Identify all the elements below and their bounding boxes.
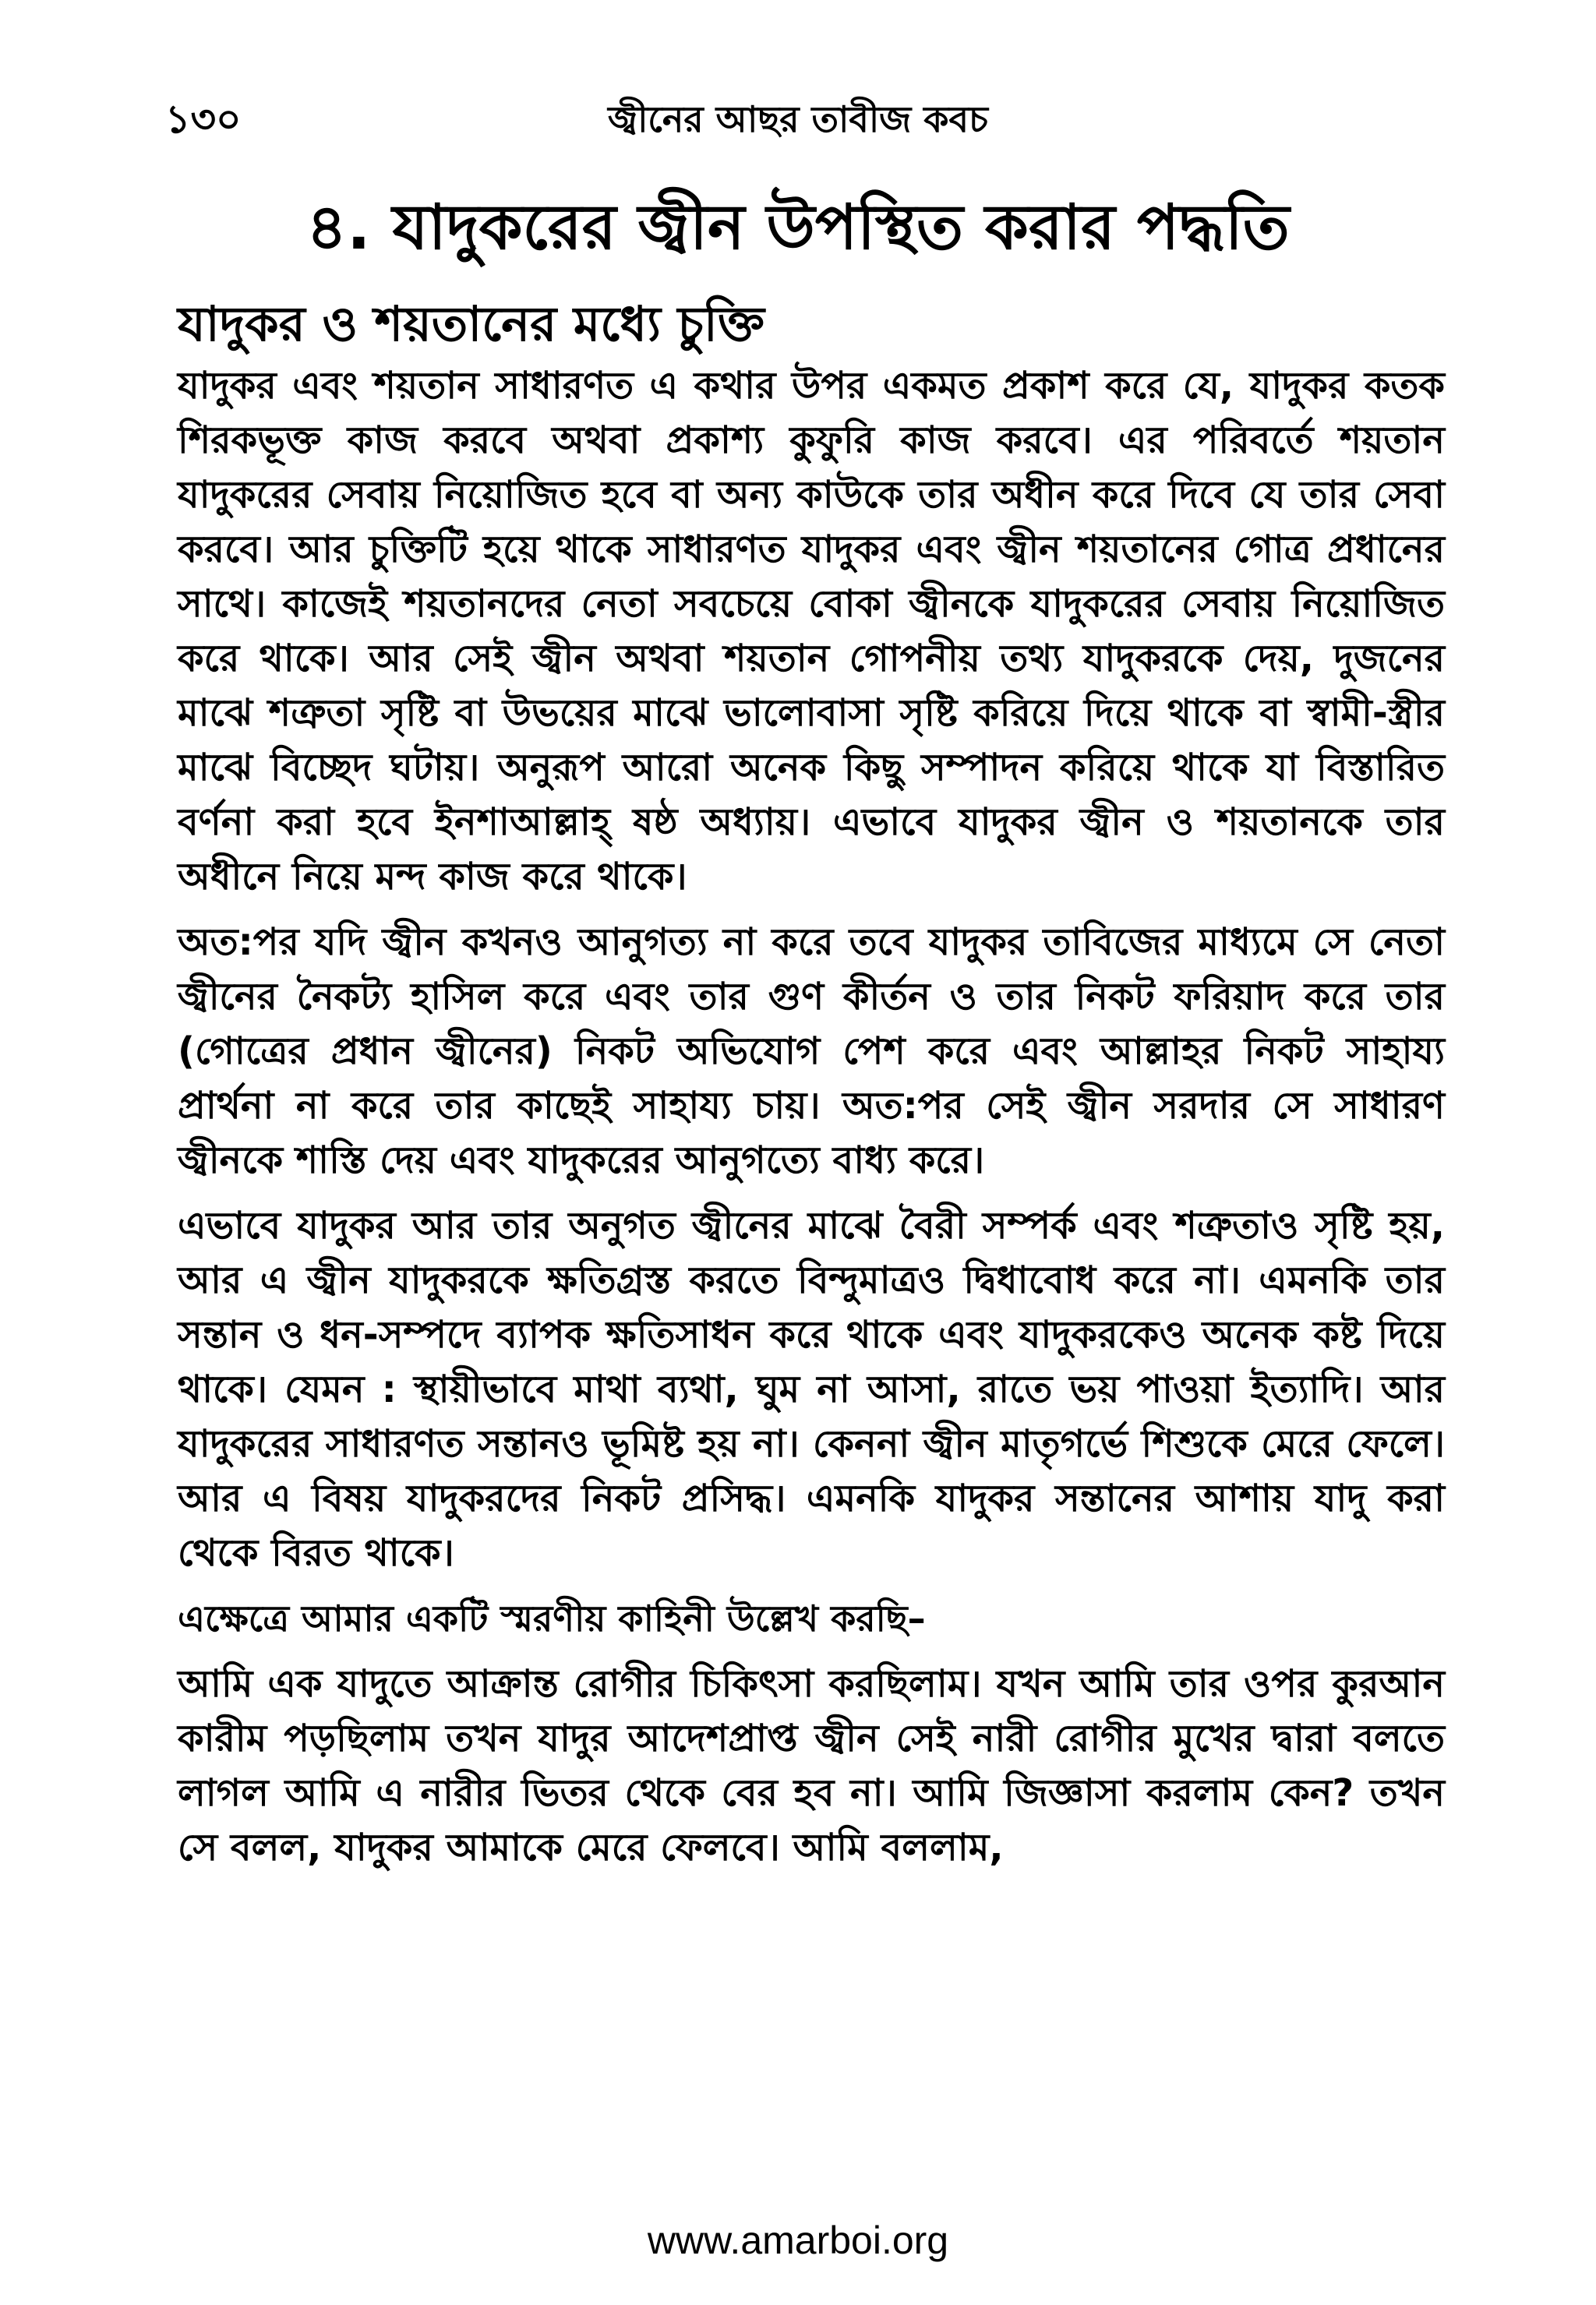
paragraph: যাদুকর এবং শয়তান সাধারণত এ কথার উপর একমত প্রকাশ করে যে, যাদুকর কতক শিরকভূক্ত কাজ করবে অথবা প্রকাশ্য কুফুরি কাজ করবে। এর পরিবর্তে শয়তান যাদুকরের সেবায় নিয়োজিত হবে বা অন্য কাউকে তার অধীন করে দিবে যে তার সেবা করবে। আর চুক্তিটি হয়ে থাকে সাধারণত যাদুকর এবং জ্বীন শয়তানের গোত্র প্রধানের সাথে। কাজেই শয়তানদের নেতা সবচেয়ে বোকা জ্বীনকে যাদুকরের সেবায় নিয়োজিত করে থাকে। আর সেই জ্বীন অথবা শয়তান গোপনীয় তথ্য যাদুকরকে দেয়, দুজনের মাঝে শত্রুতা সৃষ্টি বা উভয়ের মাঝে ভালোবাসা সৃষ্টি করিয়ে দিয়ে থাকে বা স্বামী-স্ত্রীর মাঝে বিচ্ছেদ ঘটায়। অনুরূপ আরো অনেক কিছু সম্পাদন করিয়ে থাকে যা বিস্তারিত বর্ণনা করা হবে ইনশাআল্লাহ্ ষষ্ঠ অধ্যায়। এভাবে যাদুকর জ্বীন ও শয়তানকে তার অধীনে নিয়ে মন্দ কাজ করে থাকে। [178, 364, 1445, 898]
section-heading: যাদুকর ও শয়তানের মধ্যে চুক্তি [178, 295, 764, 352]
page-number: ১৩০ [165, 97, 242, 142]
paragraph: অত:পর যদি জ্বীন কখনও আনুগত্য না করে তবে যাদুকর তাবিজের মাধ্যমে সে নেতা জ্বীনের নৈকট্য হাসিল করে এবং তার গুণ কীর্তন ও তার নিকট ফরিয়াদ করে তার (গোত্রের প্রধান জ্বীনের) নিকট অভিযোগ পেশ করে এবং আল্লাহর নিকট সাহায্য প্রার্থনা না করে তার কাছেই সাহায্য চায়। অত:পর সেই জ্বীন সরদার সে সাধারণ জ্বীনকে শাস্তি দেয় এবং যাদুকরের আনুগত্যে বাধ্য করে। [178, 920, 1445, 1182]
body-text [178, 358, 1445, 1886]
paragraph: এভাবে যাদুকর আর তার অনুগত জ্বীনের মাঝে বৈরী সম্পর্ক এবং শত্রুতাও সৃষ্টি হয়, আর এ জ্বীন যাদুকরকে ক্ষতিগ্রস্ত করতে বিন্দুমাত্রও দ্বিধাবোধ করে না। এমনকি তার সন্তান ও ধন-সম্পদে ব্যাপক ক্ষতিসাধন করে থাকে এবং যাদুকরকেও অনেক কষ্ট দিয়ে থাকে। যেমন : স্থায়ীভাবে মাথা ব্যথা, ঘুম না আসা, রাতে ভয় পাওয়া ইত্যাদি। আর যাদুকরের সাধারণত সন্তানও ভূমিষ্ট হয় না। কেননা জ্বীন মাতৃগর্ভে শিশুকে মেরে ফেলে। আর এ বিষয় যাদুকরদের নিকট প্রসিদ্ধ। এমনকি যাদুকর সন্তানের আশায় যাদু করা থেকে বিরত থাকে। [178, 1204, 1445, 1575]
chapter-title: ৪. যাদুকরের জ্বীন উপস্থিত করার পদ্ধতি [306, 191, 1290, 263]
paragraph: আমি এক যাদুতে আক্রান্ত রোগীর চিকিৎসা করছিলাম। যখন আমি তার ওপর কুরআন কারীম পড়ছিলাম তখন যাদুর আদেশপ্রাপ্ত জ্বীন সেই নারী রোগীর মুখের দ্বারা বলতে লাগল আমি এ নারীর ভিতর থেকে বের হব না। আমি জিজ্ঞাসা করলাম কেন? তখন সে বলল, যাদুকর আমাকে মেরে ফেলবে। আমি বললাম, [178, 1662, 1445, 1869]
paragraph: এক্ষেত্রে আমার একটি স্মরণীয় কাহিনী উল্লেখ করছি– [178, 1597, 926, 1640]
running-header: জ্বীনের আছর তাবীজ কবচ [608, 98, 988, 140]
footer-url: www.amarboi.org [647, 2219, 949, 2262]
